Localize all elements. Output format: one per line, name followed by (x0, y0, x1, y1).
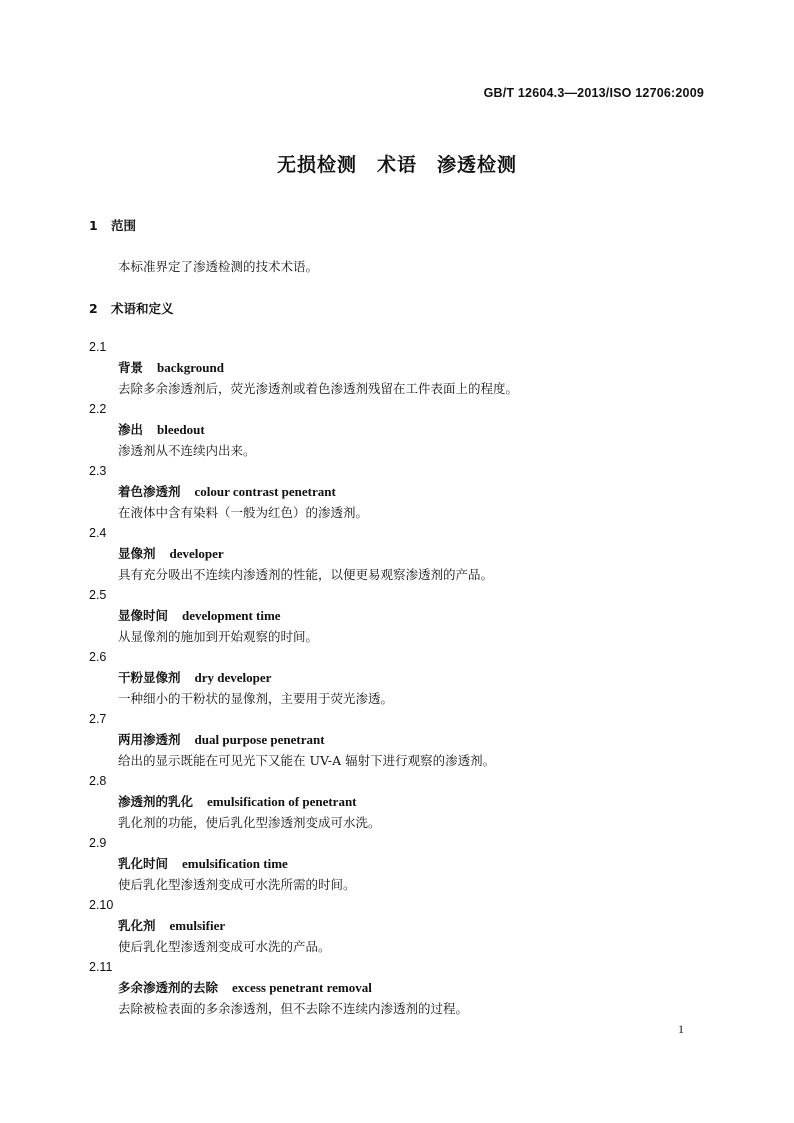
term-entry (89, 399, 729, 461)
term-name-zh: 乳化时间 (118, 856, 169, 871)
term-name (118, 482, 336, 502)
term-entry (89, 523, 729, 585)
standard-code: GB/T 12604.3—2013/ISO 12706:2009 (483, 86, 704, 100)
scope-paragraph: 本标准界定了渗透检测的技术术语。 (118, 259, 319, 274)
term-name-en: bleedout (157, 422, 205, 437)
term-name (118, 854, 288, 874)
term-definition: 使后乳化型渗透剂变成可水洗所需的时间。 (118, 877, 356, 892)
term-name-zh: 着色渗透剂 (118, 484, 181, 499)
term-name (118, 730, 325, 750)
term-number: 2.3 (89, 464, 107, 478)
term-definition: 乳化剂的功能，使后乳化型渗透剂变成可水洗。 (118, 815, 381, 830)
term-name-zh: 乳化剂 (118, 918, 156, 933)
term-name-en: emulsification time (182, 856, 288, 871)
document-title: 无损检测 术语 渗透检测 (276, 154, 517, 176)
section-title: 术语和定义 (111, 301, 174, 316)
term-name-en: dry developer (194, 670, 272, 685)
term-name-zh: 渗透剂的乳化 (118, 794, 194, 809)
term-entry (89, 585, 729, 647)
section-number: 2 (89, 301, 98, 316)
term-entry (89, 647, 729, 709)
term-entry (89, 461, 729, 523)
term-name-zh: 显像剂 (118, 546, 156, 561)
term-name-en: emulsification of penetrant (207, 794, 357, 809)
term-name-zh: 显像时间 (118, 608, 169, 623)
term-entry (89, 957, 729, 1019)
term-number: 2.8 (89, 774, 107, 788)
term-name-zh: 干粉显像剂 (118, 670, 181, 685)
term-definition: 去除多余渗透剂后，荧光渗透剂或着色渗透剂残留在工件表面上的程度。 (118, 381, 519, 396)
term-definition: 从显像剂的施加到开始观察的时间。 (118, 629, 319, 644)
term-name (118, 792, 357, 812)
section-heading-terms (89, 299, 174, 317)
term-name-en: emulsifier (169, 918, 226, 933)
term-number: 2.9 (89, 836, 107, 850)
term-definition: 渗透剂从不连续内出来。 (118, 443, 256, 458)
term-name-en: excess penetrant removal (232, 980, 372, 995)
term-number: 2.7 (89, 712, 107, 726)
term-entry (89, 833, 729, 895)
term-name (118, 420, 205, 440)
term-name-zh: 两用渗透剂 (118, 732, 181, 747)
term-name-en: colour contrast penetrant (194, 484, 336, 499)
term-definition: 使后乳化型渗透剂变成可水洗的产品。 (118, 939, 331, 954)
section-number: 1 (89, 218, 98, 233)
term-name-en: background (157, 360, 224, 375)
term-definition: 给出的显示既能在可见光下又能在 UV-A 辐射下进行观察的渗透剂。 (118, 753, 496, 768)
term-name-en: developer (169, 546, 224, 561)
term-number: 2.1 (89, 340, 107, 354)
term-name (118, 916, 225, 936)
term-entry (89, 895, 729, 957)
term-entry (89, 709, 729, 771)
term-name (118, 544, 224, 564)
section-title: 范围 (111, 218, 137, 233)
terms-list (89, 337, 729, 1019)
term-name-zh: 多余渗透剂的去除 (118, 980, 219, 995)
term-number: 2.11 (89, 960, 113, 974)
term-entry (89, 337, 729, 399)
page-number: 1 (678, 1022, 684, 1036)
term-name (118, 606, 281, 626)
term-name-en: dual purpose penetrant (194, 732, 325, 747)
term-name-zh: 背景 (118, 360, 144, 375)
term-name (118, 978, 372, 998)
term-definition: 具有充分吸出不连续内渗透剂的性能，以便更易观察渗透剂的产品。 (118, 567, 494, 582)
term-name-en: development time (182, 608, 281, 623)
section-heading-scope (89, 216, 136, 234)
term-name (118, 668, 271, 688)
term-number: 2.4 (89, 526, 107, 540)
term-number: 2.5 (89, 588, 107, 602)
term-name-zh: 渗出 (118, 422, 144, 437)
term-number: 2.10 (89, 898, 114, 912)
term-definition: 在液体中含有染料（一般为红色）的渗透剂。 (118, 505, 369, 520)
term-definition: 去除被检表面的多余渗透剂，但不去除不连续内渗透剂的过程。 (118, 1001, 469, 1016)
term-name (118, 358, 224, 378)
term-number: 2.6 (89, 650, 107, 664)
term-entry (89, 771, 729, 833)
term-number: 2.2 (89, 402, 107, 416)
term-definition: 一种细小的干粉状的显像剂，主要用于荧光渗透。 (118, 691, 394, 706)
